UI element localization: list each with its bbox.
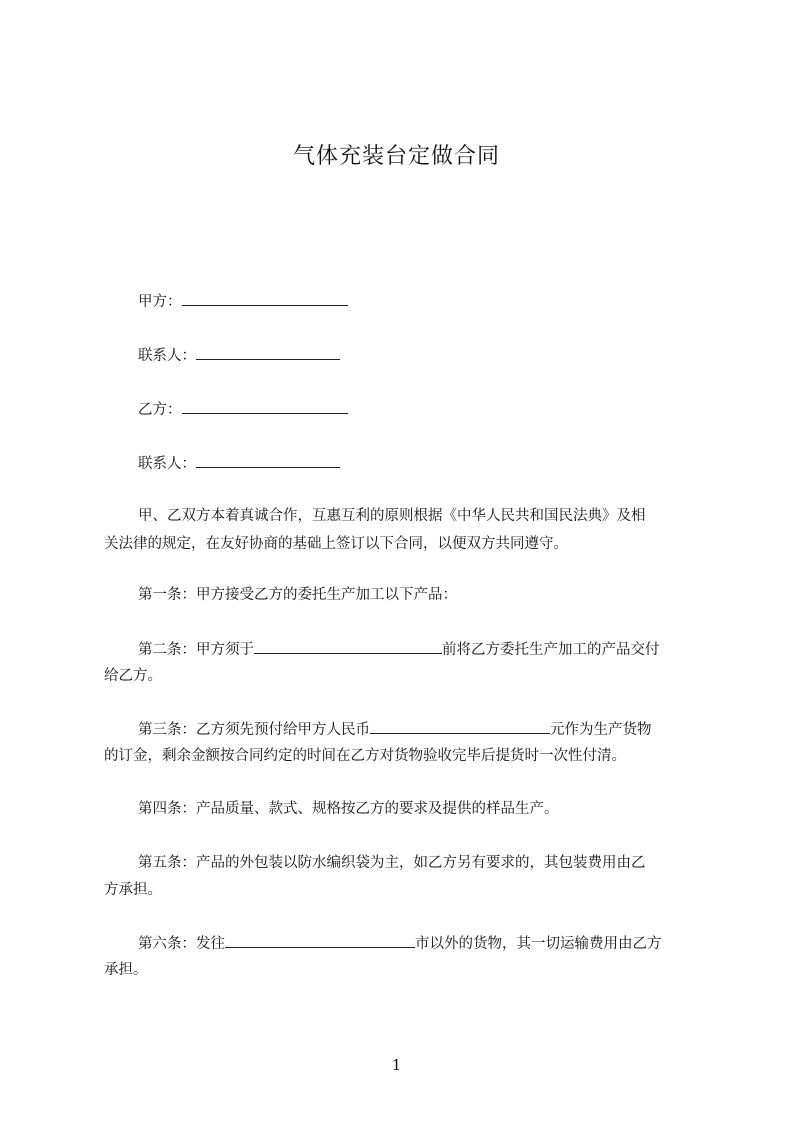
document-title: 气体充装台定做合同 xyxy=(292,144,500,169)
clause-3-pre: 第三条：乙方须先预付给甲方人民币 xyxy=(138,722,370,738)
party-a-line xyxy=(138,290,348,313)
contact-a-label: 联系人： xyxy=(138,348,196,364)
clause-3-line-1 xyxy=(138,718,652,741)
contact-b-line xyxy=(138,452,340,475)
contact-a-blank xyxy=(196,344,340,360)
party-a-blank xyxy=(182,290,348,306)
clause-5-line-2: 方承担。 xyxy=(104,882,162,898)
clause-6-line-2: 承担。 xyxy=(104,962,148,978)
contact-a-line xyxy=(138,344,340,367)
clause-6-pre: 第六条：发往 xyxy=(138,936,225,952)
clause-4: 第四条：产品质量、款式、规格按乙方的要求及提供的样品生产。 xyxy=(138,801,559,817)
clause-2-date-blank xyxy=(254,638,442,654)
clause-1: 第一条：甲方接受乙方的委托生产加工以下产品： xyxy=(138,587,457,603)
page-number: 1 xyxy=(391,1056,402,1074)
clause-2-line-1 xyxy=(138,638,660,661)
contact-b-blank xyxy=(196,452,340,468)
party-b-label: 乙方： xyxy=(138,402,182,418)
clause-2-pre: 第二条：甲方须于 xyxy=(138,642,254,658)
party-a-label: 甲方： xyxy=(138,294,182,310)
contact-b-label: 联系人： xyxy=(138,456,196,472)
intro-line-2: 关法律的规定，在友好协商的基础上签订以下合同，以便双方共同遵守。 xyxy=(104,536,568,552)
clause-2-post: 前将乙方委托生产加工的产品交付 xyxy=(442,642,660,658)
clause-3-post: 元作为生产货物 xyxy=(550,722,652,738)
party-b-line xyxy=(138,398,348,421)
clause-6-post: 市以外的货物，其一切运输费用由乙方 xyxy=(415,936,662,952)
clause-3-amount-blank xyxy=(370,718,550,734)
party-b-blank xyxy=(182,398,348,414)
intro-line-1: 甲、乙双方本着真诚合作，互惠互利的原则根据《中华人民共和国民法典》及相 xyxy=(138,508,646,524)
clause-6-city-blank xyxy=(225,932,415,948)
clause-6-line-1 xyxy=(138,932,662,955)
clause-5-line-1: 第五条：产品的外包装以防水编织袋为主，如乙方另有要求的，其包装费用由乙 xyxy=(138,855,646,871)
clause-3-line-2: 的订金，剩余金额按合同约定的时间在乙方对货物验收完毕后提货时一次性付清。 xyxy=(104,748,626,764)
clause-2-line-2: 给乙方。 xyxy=(104,668,162,684)
